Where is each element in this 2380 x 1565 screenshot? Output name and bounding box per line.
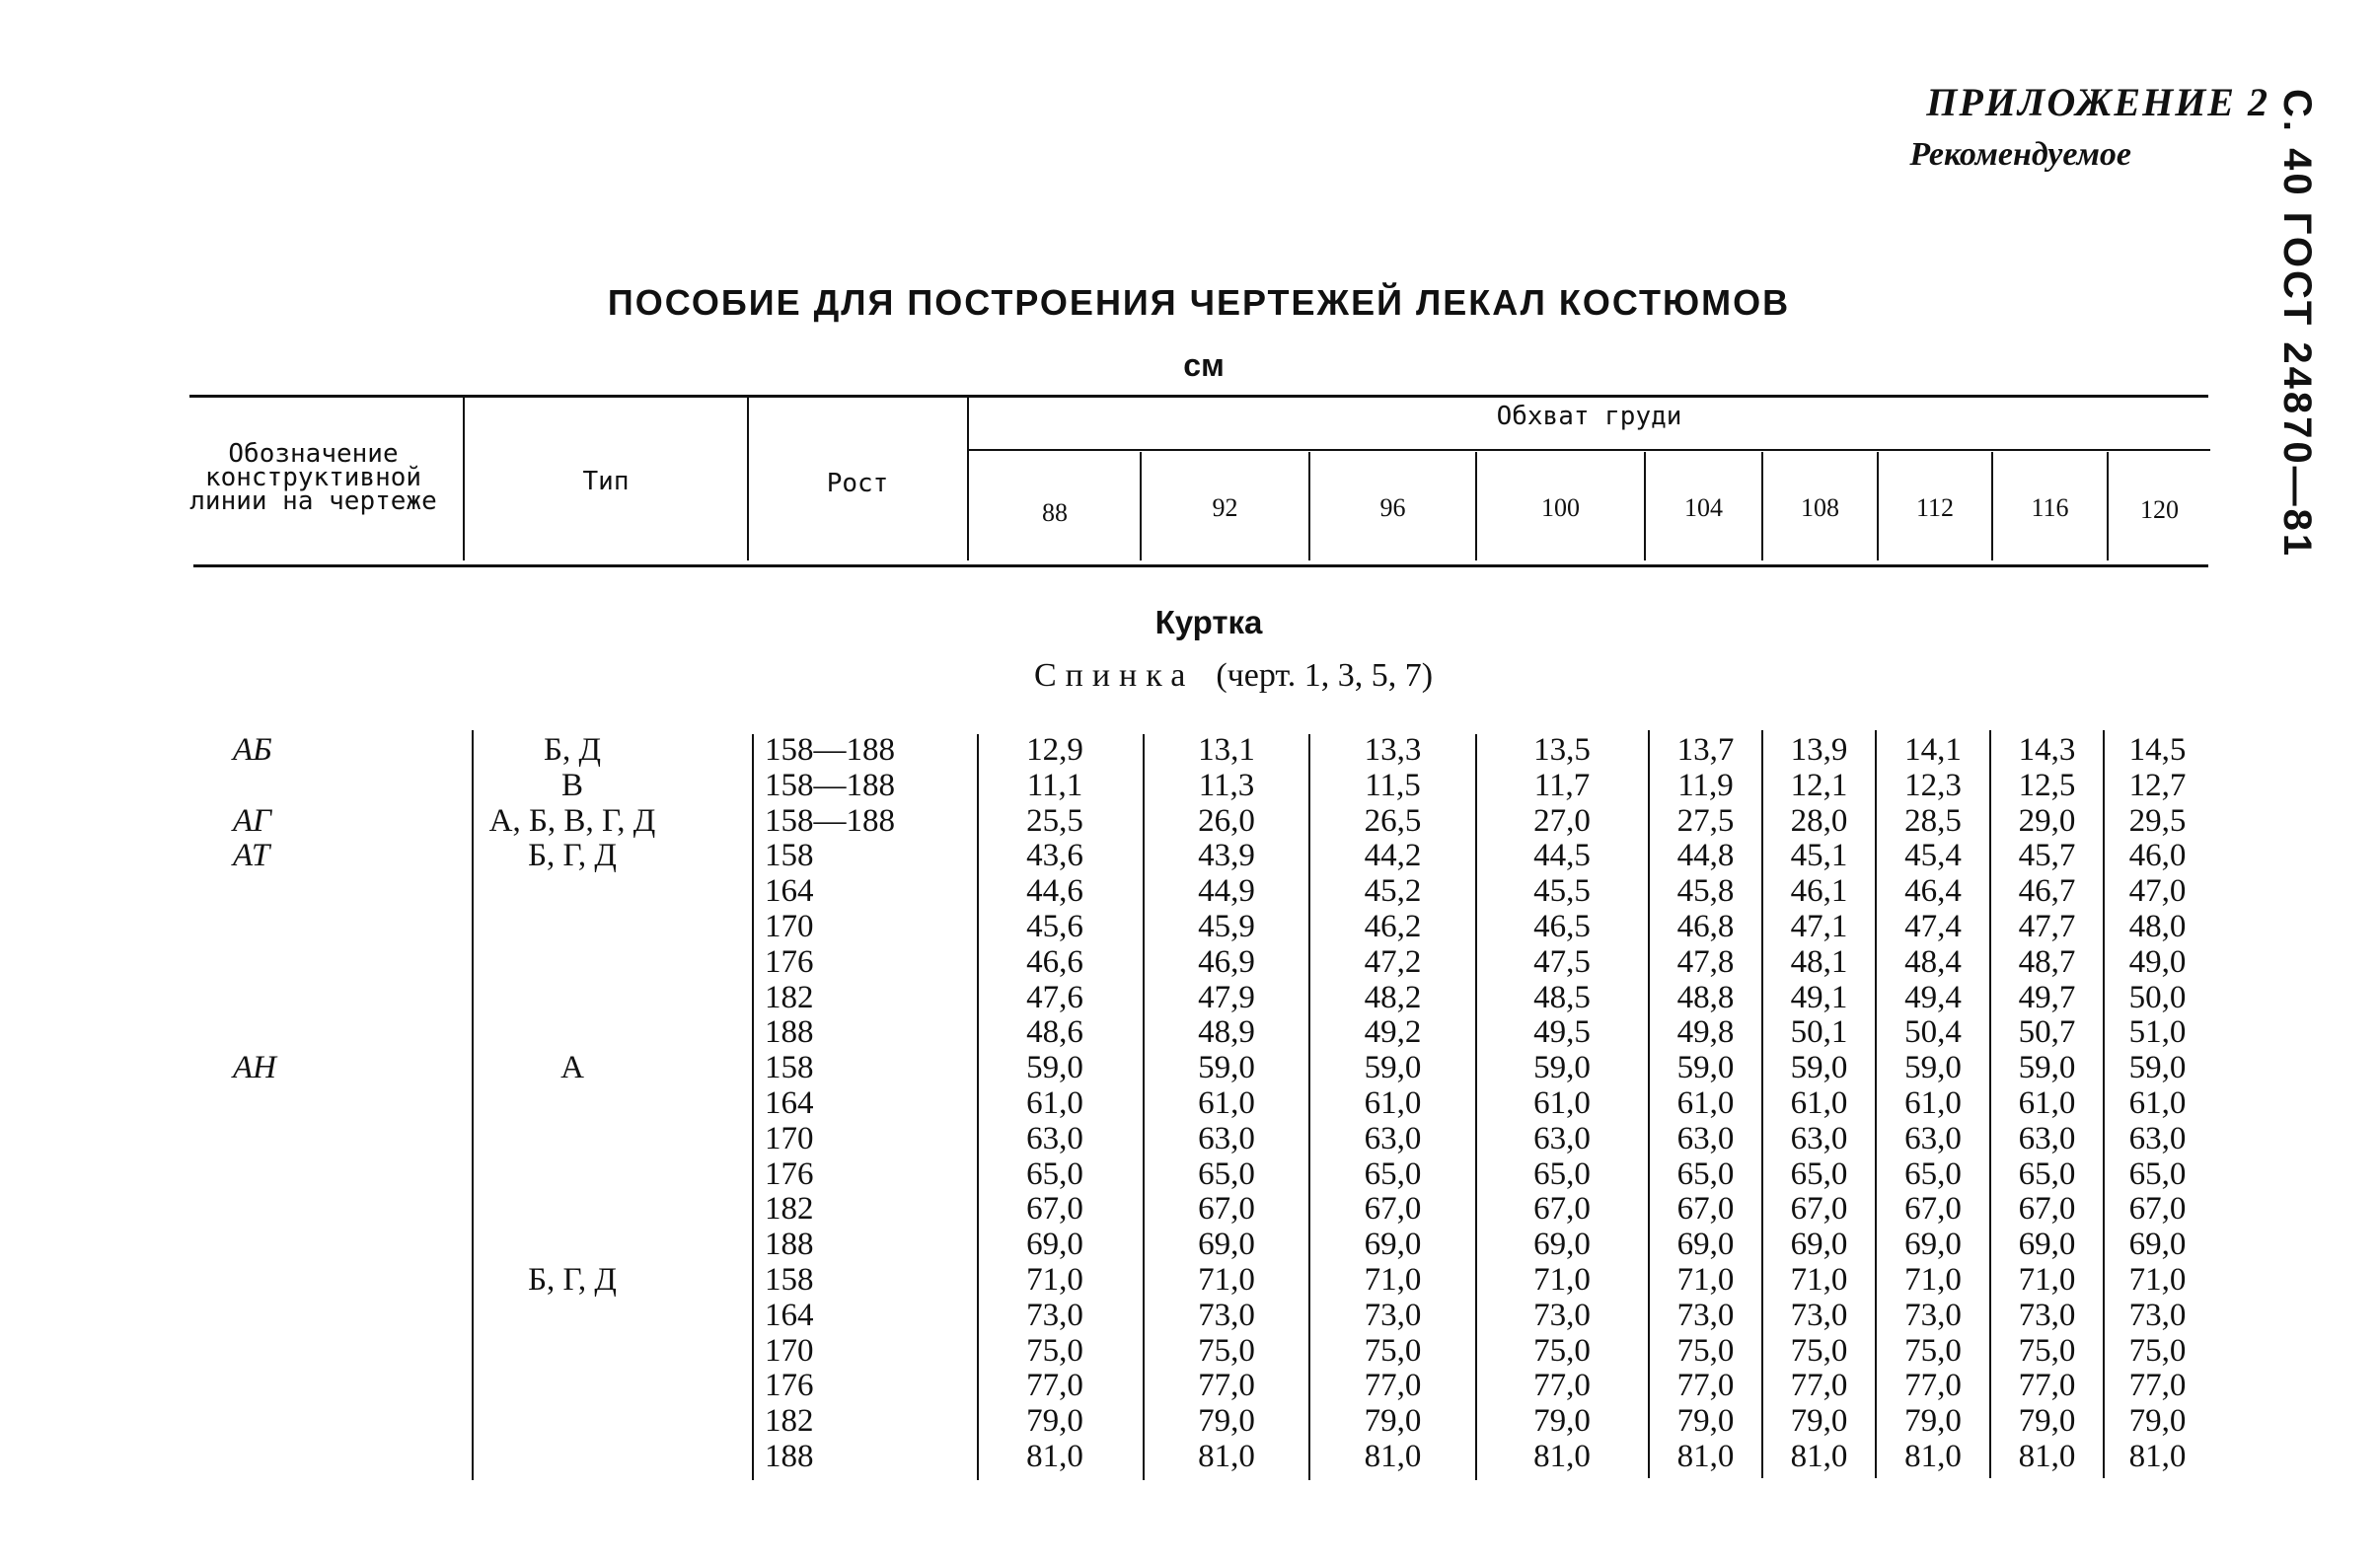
- header-height: Рост: [826, 469, 889, 498]
- value-cell: 46,8: [1676, 909, 1735, 944]
- value-cell: 75,0: [1026, 1333, 1083, 1369]
- value-cell: 63,0: [1676, 1121, 1735, 1156]
- value-cell: 77,0: [2128, 1368, 2187, 1403]
- value-cell: 49,8: [1676, 1014, 1735, 1050]
- value-cell: 71,0: [2128, 1262, 2187, 1298]
- value-cell: 45,5: [1533, 873, 1591, 909]
- value-cell: 63,0: [1026, 1121, 1083, 1156]
- value-cell: 69,0: [2128, 1227, 2187, 1262]
- value-cell: 48,5: [1533, 980, 1591, 1015]
- value-cell: 44,6: [1026, 873, 1083, 909]
- value-cell: 81,0: [1676, 1439, 1735, 1474]
- value-cell: 61,0: [2018, 1085, 2076, 1121]
- unit-label: см: [1183, 347, 1225, 383]
- line-designation: АТ: [233, 838, 270, 873]
- value-cell: 73,0: [1364, 1298, 1422, 1333]
- value-cell: 71,0: [1026, 1262, 1083, 1298]
- value-cell: 47,0: [2128, 873, 2187, 909]
- value-cell: 26,5: [1364, 803, 1422, 839]
- value-cell: 73,0: [1904, 1298, 1962, 1333]
- value-cell: 11,7: [1533, 768, 1591, 803]
- value-cell: 77,0: [1533, 1368, 1591, 1403]
- value-cell: 14,5: [2128, 732, 2187, 768]
- value-cell: 79,0: [1198, 1403, 1255, 1439]
- value-cell: 46,4: [1904, 873, 1962, 909]
- height-value: 176: [765, 944, 814, 980]
- value-cell: 61,0: [1904, 1085, 1962, 1121]
- height-value: 188: [765, 1227, 814, 1262]
- value-cell: 45,4: [1904, 838, 1962, 873]
- value-cell: 43,6: [1026, 838, 1083, 873]
- value-cell: 75,0: [2128, 1333, 2187, 1369]
- value-cell: 46,5: [1533, 909, 1591, 944]
- value-cell: 79,0: [1790, 1403, 1848, 1439]
- value-cell: 46,2: [1364, 909, 1422, 944]
- value-cell: 29,5: [2128, 803, 2187, 839]
- size-88: 88: [1042, 498, 1068, 527]
- height-value: 158—188: [765, 803, 895, 839]
- part-drawing-ref: (черт. 1, 3, 5, 7): [1216, 657, 1434, 694]
- value-cell: 47,1: [1790, 909, 1848, 944]
- value-cell: 65,0: [1676, 1156, 1735, 1192]
- height-value: 164: [765, 1298, 814, 1333]
- line-designation: АБ: [233, 732, 272, 768]
- height-value: 158: [765, 838, 814, 873]
- value-cell: 81,0: [1364, 1439, 1422, 1474]
- value-cell: 47,2: [1364, 944, 1422, 980]
- value-cell: 67,0: [1790, 1191, 1848, 1227]
- value-cell: 77,0: [1026, 1368, 1083, 1403]
- value-cell: 67,0: [1026, 1191, 1083, 1227]
- value-cell: 67,0: [1676, 1191, 1735, 1227]
- value-cell: 71,0: [1533, 1262, 1591, 1298]
- value-cell: 69,0: [1904, 1227, 1962, 1262]
- value-cell: 77,0: [1676, 1368, 1735, 1403]
- height-value: 188: [765, 1439, 814, 1474]
- value-cell: 63,0: [1533, 1121, 1591, 1156]
- value-cell: 11,9: [1677, 768, 1734, 803]
- value-cell: 73,0: [2128, 1298, 2187, 1333]
- value-cell: 46,1: [1790, 873, 1848, 909]
- value-cell: 79,0: [1533, 1403, 1591, 1439]
- value-cell: 12,9: [1026, 732, 1083, 768]
- value-cell: 71,0: [2018, 1262, 2076, 1298]
- value-cell: 44,8: [1676, 838, 1735, 873]
- height-value: 182: [765, 980, 814, 1015]
- value-cell: 77,0: [1198, 1368, 1255, 1403]
- value-cell: 65,0: [2018, 1156, 2076, 1192]
- size-100: 100: [1541, 493, 1580, 522]
- figure-type: Б, Г, Д: [528, 1262, 617, 1298]
- line-designation: АН: [233, 1050, 276, 1085]
- value-cell: 45,1: [1790, 838, 1848, 873]
- value-cell: 79,0: [1026, 1403, 1083, 1439]
- value-cell: 14,3: [2018, 732, 2076, 768]
- line-designation: АГ: [233, 803, 271, 839]
- value-cell: 65,0: [1026, 1156, 1083, 1192]
- value-cell: 45,7: [2018, 838, 2076, 873]
- value-cell: 75,0: [1904, 1333, 1962, 1369]
- garment-heading: Куртка: [1154, 604, 1263, 640]
- height-value: 158—188: [765, 732, 895, 768]
- value-cell: 26,0: [1198, 803, 1255, 839]
- value-cell: 69,0: [1790, 1227, 1848, 1262]
- value-cell: 81,0: [2128, 1439, 2187, 1474]
- value-cell: 50,7: [2018, 1014, 2076, 1050]
- value-cell: 81,0: [1026, 1439, 1083, 1474]
- header-line-designation: Обозначение конструктивной линии на чертеже: [189, 439, 437, 516]
- value-cell: 44,9: [1198, 873, 1255, 909]
- height-value: 182: [765, 1403, 814, 1439]
- side-page-label-wrapper: [2260, 89, 2339, 559]
- value-cell: 59,0: [1026, 1050, 1083, 1085]
- value-cell: 73,0: [1026, 1298, 1083, 1333]
- value-cell: 75,0: [1790, 1333, 1848, 1369]
- value-cell: 45,2: [1364, 873, 1422, 909]
- value-cell: 51,0: [2128, 1014, 2187, 1050]
- value-cell: 65,0: [1790, 1156, 1848, 1192]
- value-cell: 47,4: [1904, 909, 1962, 944]
- side-page-label: С. 40 ГОСТ 24870—81: [2275, 89, 2319, 559]
- value-cell: 81,0: [1533, 1439, 1591, 1474]
- value-cell: 81,0: [2018, 1439, 2076, 1474]
- value-cell: 61,0: [1790, 1085, 1848, 1121]
- value-cell: 61,0: [2128, 1085, 2187, 1121]
- figure-type: Б, Д: [544, 732, 601, 768]
- value-cell: 44,2: [1364, 838, 1422, 873]
- value-cell: 59,0: [2128, 1050, 2187, 1085]
- value-cell: 81,0: [1198, 1439, 1255, 1474]
- value-cell: 48,0: [2128, 909, 2187, 944]
- value-cell: 69,0: [1364, 1227, 1422, 1262]
- value-cell: 45,9: [1198, 909, 1255, 944]
- figure-type: А: [560, 1050, 584, 1085]
- value-cell: 65,0: [1533, 1156, 1591, 1192]
- value-cell: 12,3: [1904, 768, 1962, 803]
- value-cell: 75,0: [1364, 1333, 1422, 1369]
- table-top-rule: [189, 395, 2208, 398]
- value-cell: 49,0: [2128, 944, 2187, 980]
- value-cell: 45,8: [1676, 873, 1735, 909]
- value-cell: 49,1: [1790, 980, 1848, 1015]
- height-value: 170: [765, 1121, 814, 1156]
- height-value: 188: [765, 1014, 814, 1050]
- value-cell: 47,6: [1026, 980, 1083, 1015]
- value-cell: 28,0: [1790, 803, 1848, 839]
- header-type: Тип: [582, 467, 630, 496]
- value-cell: 71,0: [1676, 1262, 1735, 1298]
- height-value: 164: [765, 873, 814, 909]
- value-cell: 73,0: [2018, 1298, 2076, 1333]
- value-cell: 61,0: [1364, 1085, 1422, 1121]
- value-cell: 59,0: [1533, 1050, 1591, 1085]
- value-cell: 49,2: [1364, 1014, 1422, 1050]
- size-112: 112: [1915, 493, 1955, 522]
- value-cell: 81,0: [1790, 1439, 1848, 1474]
- value-cell: 63,0: [1790, 1121, 1848, 1156]
- size-96: 96: [1379, 493, 1406, 522]
- value-cell: 13,7: [1676, 732, 1735, 768]
- value-cell: 48,9: [1198, 1014, 1255, 1050]
- value-cell: 47,9: [1198, 980, 1255, 1015]
- value-cell: 67,0: [2018, 1191, 2076, 1227]
- value-cell: 65,0: [1904, 1156, 1962, 1192]
- value-cell: 73,0: [1198, 1298, 1255, 1333]
- body-divider: [752, 734, 754, 1480]
- height-value: 158: [765, 1050, 814, 1085]
- document-title: ПОСОБИЕ ДЛЯ ПОСТРОЕНИЯ ЧЕРТЕЖЕЙ ЛЕКАЛ КОСТЮМОВ: [607, 282, 1791, 323]
- size-92: 92: [1212, 493, 1238, 522]
- value-cell: 47,8: [1676, 944, 1735, 980]
- value-cell: 13,5: [1533, 732, 1591, 768]
- value-cell: 13,1: [1198, 732, 1255, 768]
- value-cell: 13,3: [1364, 732, 1422, 768]
- value-cell: 48,4: [1904, 944, 1962, 980]
- header-divider: [967, 398, 969, 560]
- value-cell: 71,0: [1904, 1262, 1962, 1298]
- value-cell: 59,0: [1790, 1050, 1848, 1085]
- value-cell: 63,0: [2128, 1121, 2187, 1156]
- value-cell: 79,0: [1676, 1403, 1735, 1439]
- value-cell: 69,0: [1026, 1227, 1083, 1262]
- value-cell: 67,0: [1533, 1191, 1591, 1227]
- value-cell: 69,0: [1533, 1227, 1591, 1262]
- value-cell: 71,0: [1790, 1262, 1848, 1298]
- value-cell: 67,0: [2128, 1191, 2187, 1227]
- value-cell: 11,3: [1198, 768, 1255, 803]
- value-cell: 49,7: [2018, 980, 2076, 1015]
- value-cell: 65,0: [2128, 1156, 2187, 1192]
- value-cell: 81,0: [1904, 1439, 1962, 1474]
- height-value: 176: [765, 1156, 814, 1192]
- value-cell: 48,8: [1676, 980, 1735, 1015]
- figure-type: Б, Г, Д: [528, 838, 617, 873]
- value-cell: 69,0: [2018, 1227, 2076, 1262]
- value-cell: 65,0: [1364, 1156, 1422, 1192]
- value-cell: 77,0: [2018, 1368, 2076, 1403]
- value-cell: 46,9: [1198, 944, 1255, 980]
- height-value: 182: [765, 1191, 814, 1227]
- value-cell: 47,5: [1533, 944, 1591, 980]
- value-cell: 49,5: [1533, 1014, 1591, 1050]
- height-value: 158: [765, 1262, 814, 1298]
- part-name: Спинка: [1033, 657, 1195, 694]
- part-heading: [888, 657, 1579, 695]
- height-value: 170: [765, 1333, 814, 1369]
- value-cell: 77,0: [1790, 1368, 1848, 1403]
- value-cell: 59,0: [1904, 1050, 1962, 1085]
- value-cell: 27,5: [1676, 803, 1735, 839]
- value-cell: 61,0: [1533, 1085, 1591, 1121]
- height-value: 176: [765, 1368, 814, 1403]
- value-cell: 46,7: [2018, 873, 2076, 909]
- value-cell: 48,7: [2018, 944, 2076, 980]
- value-cell: 49,4: [1904, 980, 1962, 1015]
- size-108: 108: [1801, 493, 1839, 522]
- value-cell: 12,1: [1790, 768, 1848, 803]
- value-cell: 46,6: [1026, 944, 1083, 980]
- value-cell: 59,0: [1198, 1050, 1255, 1085]
- value-cell: 73,0: [1790, 1298, 1848, 1333]
- value-cell: 77,0: [1904, 1368, 1962, 1403]
- height-value: 170: [765, 909, 814, 944]
- value-cell: 50,0: [2128, 980, 2187, 1015]
- value-cell: 69,0: [1198, 1227, 1255, 1262]
- value-cell: 79,0: [1364, 1403, 1422, 1439]
- value-cell: 67,0: [1364, 1191, 1422, 1227]
- value-cell: 61,0: [1026, 1085, 1083, 1121]
- value-cell: 50,4: [1904, 1014, 1962, 1050]
- value-cell: 79,0: [2018, 1403, 2076, 1439]
- value-cell: 11,5: [1365, 768, 1421, 803]
- value-cell: 43,9: [1198, 838, 1255, 873]
- value-cell: 29,0: [2018, 803, 2076, 839]
- value-cell: 71,0: [1198, 1262, 1255, 1298]
- figure-type: А, Б, В, Г, Д: [488, 803, 656, 839]
- value-cell: 48,6: [1026, 1014, 1083, 1050]
- value-cell: 79,0: [2128, 1403, 2187, 1439]
- table-header-bottom-rule: [193, 564, 2208, 567]
- value-cell: 47,7: [2018, 909, 2076, 944]
- value-cell: 44,5: [1533, 838, 1591, 873]
- value-cell: 71,0: [1364, 1262, 1422, 1298]
- appendix-label: ПРИЛОЖЕНИЕ 2: [1926, 80, 2269, 124]
- value-cell: 63,0: [2018, 1121, 2076, 1156]
- value-cell: 59,0: [2018, 1050, 2076, 1085]
- value-cell: 75,0: [2018, 1333, 2076, 1369]
- value-cell: 48,1: [1790, 944, 1848, 980]
- height-value: 158—188: [765, 768, 895, 803]
- value-cell: 27,0: [1533, 803, 1591, 839]
- value-cell: 11,1: [1026, 768, 1083, 803]
- value-cell: 28,5: [1904, 803, 1962, 839]
- value-cell: 65,0: [1198, 1156, 1255, 1192]
- value-cell: 50,1: [1790, 1014, 1848, 1050]
- value-cell: 79,0: [1904, 1403, 1962, 1439]
- value-cell: 45,6: [1026, 909, 1083, 944]
- value-cell: 13,9: [1790, 732, 1848, 768]
- value-cell: 73,0: [1676, 1298, 1735, 1333]
- header-chest-girth: Обхват груди: [1496, 402, 1682, 431]
- group-rule: [969, 449, 2210, 451]
- size-120: 120: [2140, 495, 2179, 524]
- value-cell: 59,0: [1364, 1050, 1422, 1085]
- value-cell: 61,0: [1198, 1085, 1255, 1121]
- value-cell: 67,0: [1904, 1191, 1962, 1227]
- height-value: 164: [765, 1085, 814, 1121]
- value-cell: 14,1: [1904, 732, 1962, 768]
- value-cell: 61,0: [1676, 1085, 1735, 1121]
- value-cell: 63,0: [1904, 1121, 1962, 1156]
- value-cell: 67,0: [1198, 1191, 1255, 1227]
- value-cell: 25,5: [1026, 803, 1083, 839]
- size-104: 104: [1684, 493, 1723, 522]
- value-cell: 77,0: [1364, 1368, 1422, 1403]
- value-cell: 48,2: [1364, 980, 1422, 1015]
- value-cell: 73,0: [1533, 1298, 1591, 1333]
- value-cell: 59,0: [1676, 1050, 1735, 1085]
- value-cell: 75,0: [1676, 1333, 1735, 1369]
- figure-type: В: [560, 768, 583, 803]
- recommended-label: Рекомендуемое: [1909, 136, 2131, 173]
- value-cell: 63,0: [1364, 1121, 1422, 1156]
- value-cell: 69,0: [1676, 1227, 1735, 1262]
- value-cell: 75,0: [1198, 1333, 1255, 1369]
- value-cell: 12,7: [2128, 768, 2187, 803]
- size-116: 116: [2031, 493, 2069, 522]
- value-cell: 12,5: [2018, 768, 2076, 803]
- header-divider: [747, 398, 749, 560]
- value-cell: 63,0: [1198, 1121, 1255, 1156]
- value-cell: 46,0: [2128, 838, 2187, 873]
- value-cell: 75,0: [1533, 1333, 1591, 1369]
